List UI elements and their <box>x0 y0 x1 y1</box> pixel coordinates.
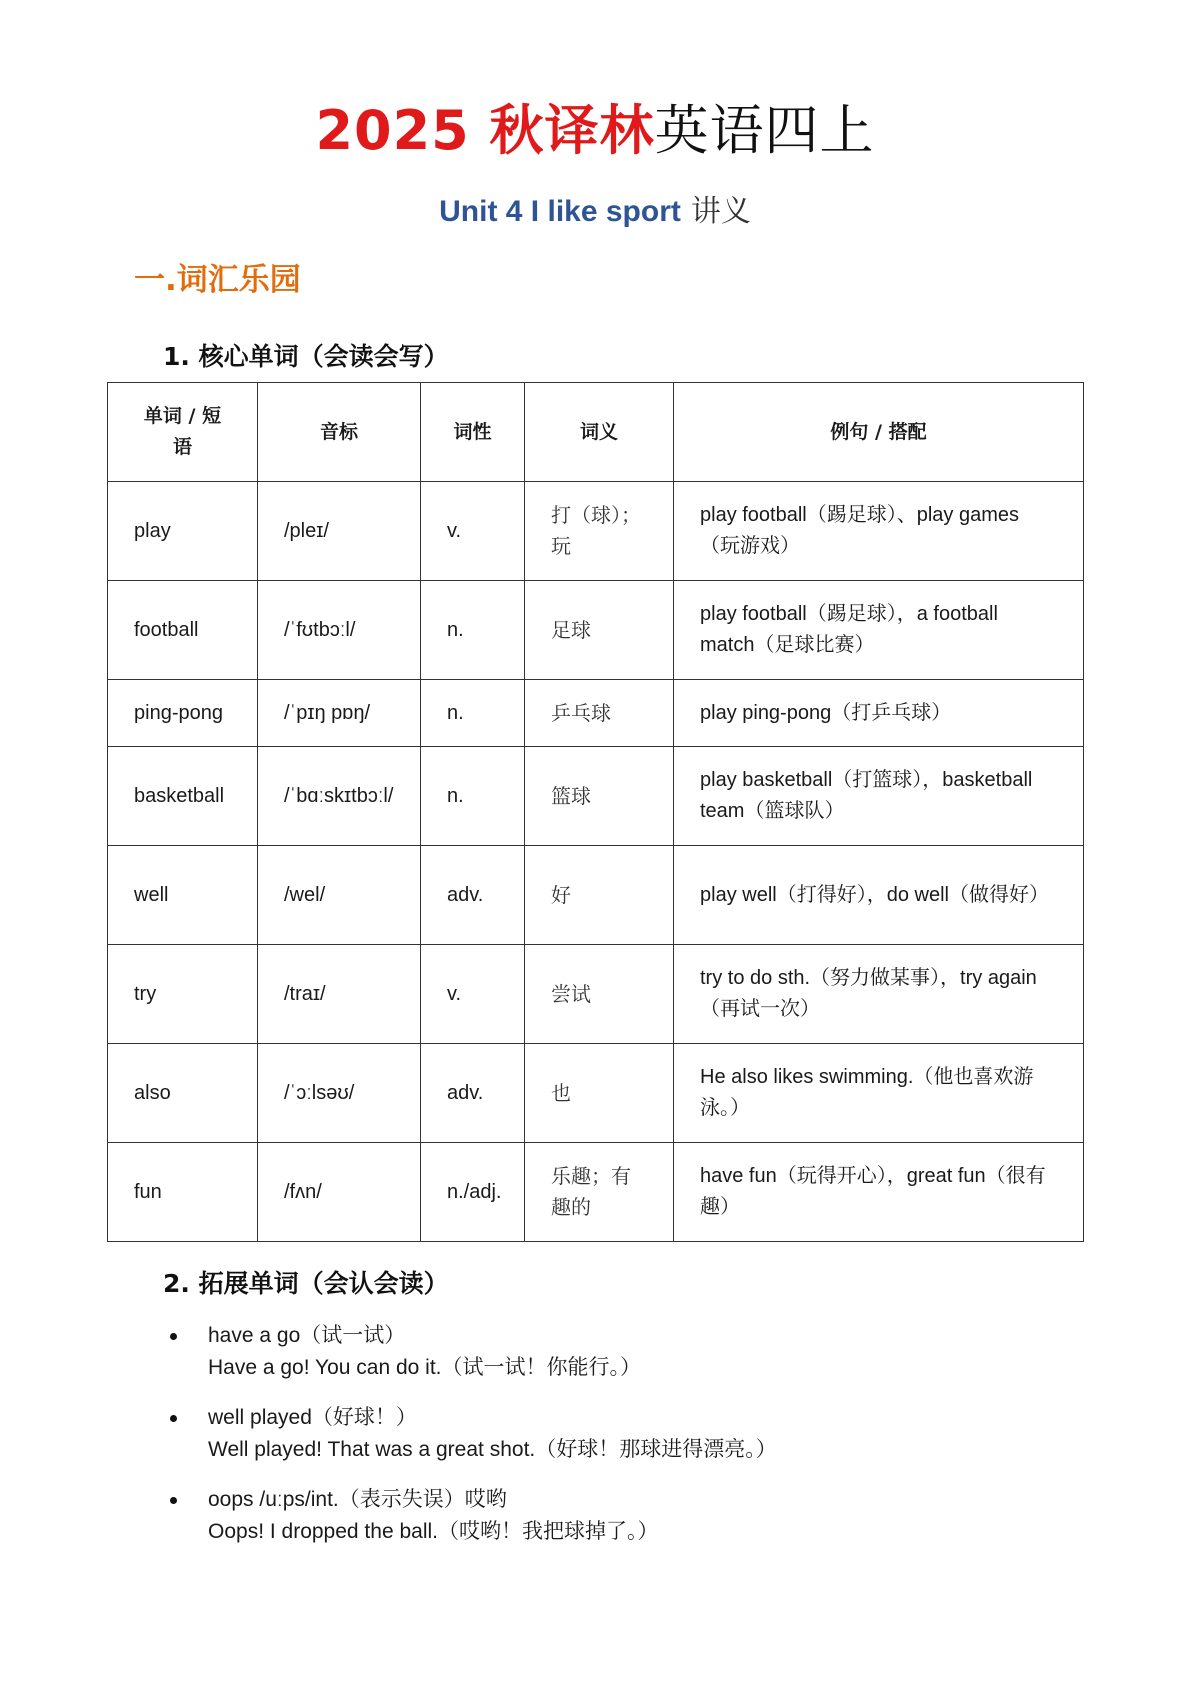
header-word: 单词 / 短语 <box>108 383 258 482</box>
title-year-series: 2025 秋译林 <box>315 99 655 162</box>
cell-phonetic: /traɪ/ <box>258 945 421 1044</box>
cell-phonetic: /ˈfʊtbɔːl/ <box>258 581 421 680</box>
cell-meaning: 足球 <box>525 581 674 680</box>
list-item <box>160 1320 1060 1384</box>
extension-phrase: oops /uːps/int.（表示失误）哎哟 <box>208 1488 507 1511</box>
header-example: 例句 / 搭配 <box>674 383 1084 482</box>
cell-meaning: 打（球）；玩 <box>525 482 674 581</box>
bullet-icon <box>170 1415 177 1422</box>
cell-example: play ping-pong（打乒乓球） <box>674 680 1084 747</box>
cell-word: ping-pong <box>108 680 258 747</box>
cell-phonetic: /ˈɔːlsəʊ/ <box>258 1044 421 1143</box>
extension-list <box>160 1320 1060 1566</box>
cell-phonetic: /wel/ <box>258 846 421 945</box>
table-row <box>108 846 1084 945</box>
table-header-row <box>108 383 1084 482</box>
cell-pos: v. <box>421 482 525 581</box>
cell-pos: n. <box>421 680 525 747</box>
cell-pos: adv. <box>421 1044 525 1143</box>
cell-word: fun <box>108 1143 258 1242</box>
cell-meaning: 也 <box>525 1044 674 1143</box>
list-item <box>160 1484 1060 1548</box>
section-heading-vocabulary: 一.词汇乐园 <box>134 262 301 298</box>
cell-word: try <box>108 945 258 1044</box>
extension-example: Oops! I dropped the ball.（哎哟！我把球掉了。） <box>208 1520 659 1543</box>
title-subject: 英语四上 <box>654 99 875 162</box>
cell-phonetic: /ˈpɪŋ pɒŋ/ <box>258 680 421 747</box>
page-title <box>0 88 1190 165</box>
extension-phrase: well played（好球！） <box>208 1406 417 1429</box>
cell-meaning: 尝试 <box>525 945 674 1044</box>
table-row <box>108 1044 1084 1143</box>
bullet-icon <box>170 1333 177 1340</box>
cell-phonetic: /pleɪ/ <box>258 482 421 581</box>
cell-word: football <box>108 581 258 680</box>
cell-example: have fun（玩得开心），great fun（很有趣） <box>674 1143 1084 1242</box>
table-row <box>108 1143 1084 1242</box>
cell-meaning: 乒乓球 <box>525 680 674 747</box>
cell-example: try to do sth.（努力做某事），try again（再试一次） <box>674 945 1084 1044</box>
header-pos: 词性 <box>421 383 525 482</box>
cell-example: play basketball（打篮球），basketball team（篮球队） <box>674 747 1084 846</box>
cell-example: play well（打得好），do well（做得好） <box>674 846 1084 945</box>
extension-example: Have a go! You can do it.（试一试！你能行。） <box>208 1356 642 1379</box>
cell-word: well <box>108 846 258 945</box>
table-row <box>108 482 1084 581</box>
core-words-heading: 1. 核心单词（会读会写） <box>163 342 449 371</box>
table-row <box>108 747 1084 846</box>
cell-meaning: 乐趣；有趣的 <box>525 1143 674 1242</box>
bullet-icon <box>170 1497 177 1504</box>
cell-meaning: 篮球 <box>525 747 674 846</box>
table-row <box>108 680 1084 747</box>
cell-example: He also likes swimming.（他也喜欢游泳。） <box>674 1044 1084 1143</box>
cell-phonetic: /ˈbɑːskɪtbɔːl/ <box>258 747 421 846</box>
extension-example: Well played! That was a great shot.（好球！那球进得漂亮。） <box>208 1438 777 1461</box>
cell-word: also <box>108 1044 258 1143</box>
header-phonetic: 音标 <box>258 383 421 482</box>
subtitle-unit: Unit 4 I like sport <box>439 195 681 228</box>
cell-pos: adv. <box>421 846 525 945</box>
cell-example: play football（踢足球），a football match（足球比赛） <box>674 581 1084 680</box>
extension-words-heading: 2. 拓展单词（会认会读） <box>163 1269 449 1298</box>
header-meaning: 词义 <box>525 383 674 482</box>
cell-meaning: 好 <box>525 846 674 945</box>
table-row <box>108 581 1084 680</box>
core-vocabulary-table <box>107 382 1084 1242</box>
table-row <box>108 945 1084 1044</box>
cell-phonetic: /fʌn/ <box>258 1143 421 1242</box>
cell-pos: v. <box>421 945 525 1044</box>
cell-example: play football（踢足球）、play games（玩游戏） <box>674 482 1084 581</box>
extension-phrase: have a go（试一试） <box>208 1324 406 1347</box>
cell-word: play <box>108 482 258 581</box>
list-item <box>160 1402 1060 1466</box>
subtitle-handout: 讲义 <box>690 194 751 229</box>
cell-pos: n. <box>421 581 525 680</box>
cell-word: basketball <box>108 747 258 846</box>
unit-subtitle <box>0 186 1190 230</box>
cell-pos: n./adj. <box>421 1143 525 1242</box>
cell-pos: n. <box>421 747 525 846</box>
